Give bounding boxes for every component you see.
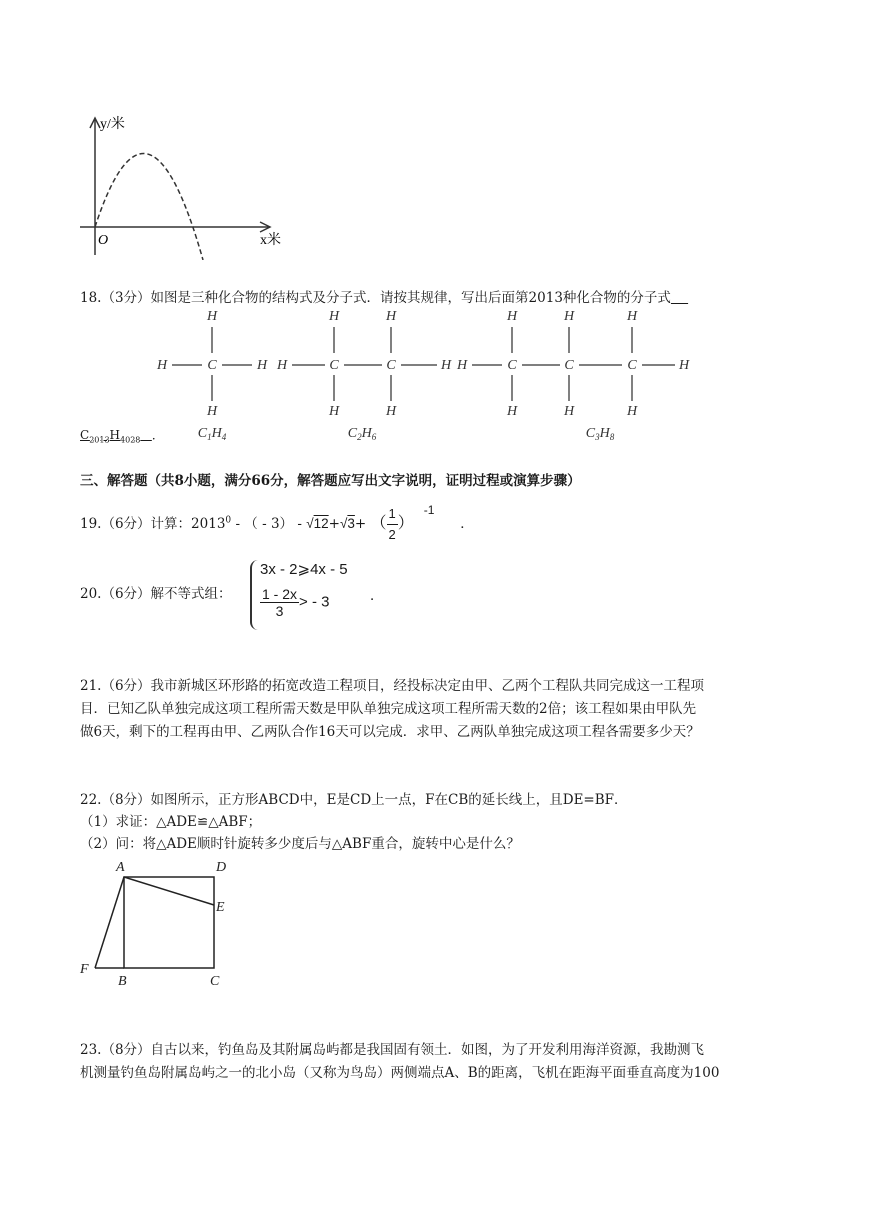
svg-text:H: H	[385, 404, 397, 419]
svg-text:H: H	[156, 358, 168, 373]
q18-answer: $C_{2013}H_{4028}$ ．	[80, 428, 164, 445]
svg-text:C: C	[329, 358, 339, 373]
svg-text:H: H	[563, 404, 575, 419]
formula-c3h8: $C_3H_8$	[585, 426, 615, 442]
q18-text: 18.（3分）如图是三种化合物的结构式及分子式．请按其规律，写出后面第2013种化合物的分子式	[80, 290, 671, 306]
svg-text:H: H	[626, 404, 638, 419]
label-e: E	[216, 900, 225, 915]
q23-line1: 23.（8分）自古以来，钓鱼岛及其附属岛屿都是我国固有领土．如图，为了开发利用海洋资源，我勘测飞	[80, 1042, 705, 1058]
svg-text:H: H	[563, 309, 575, 324]
q19-text: 19.（6分）计算：2013$^0$ - （ - 3） - √12+√3+ （ $\frac{1}{2}$ ）-1 ．	[80, 503, 474, 542]
q22-line2: （1）求证：△ADE≌△ABF；	[80, 814, 262, 830]
svg-text:H: H	[385, 309, 397, 324]
label-c: C	[210, 974, 220, 989]
formula-c2h6: $C_2H_6$	[347, 426, 377, 442]
label-b: B	[118, 974, 127, 989]
section3-heading: 三、解答题（共8小题，满分66分，解答题应写出文字说明，证明过程或演算步骤）	[80, 473, 581, 489]
svg-text:C: C	[207, 358, 217, 373]
svg-text:H: H	[626, 309, 638, 324]
svg-text:H: H	[328, 309, 340, 324]
q21-line3: 做6天，剩下的工程再由甲、乙两队合作16天可以完成．求甲、乙两队单独完成这项工程各需要多少天？	[80, 724, 700, 740]
q21-line2: 目．已知乙队单独完成这项工程所需天数是甲队单独完成这项工程所需天数的2倍；该工程如果由甲队先	[80, 701, 697, 717]
svg-text:H: H	[440, 358, 452, 373]
q20-prefix: 20.（6分）解不等式组：	[80, 586, 232, 602]
q22-line3: （2）问：将△ADE顺时针旋转多少度后与△ABF重合，旋转中心是什么？	[80, 836, 520, 852]
label-d: D	[216, 860, 227, 875]
svg-text:C: C	[627, 358, 637, 373]
label-f: F	[80, 962, 89, 977]
svg-text:H: H	[506, 404, 518, 419]
svg-text:H: H	[456, 358, 468, 373]
svg-text:C: C	[564, 358, 574, 373]
q23-line2: 机测量钓鱼岛附属岛屿之一的北小岛（又称为鸟岛）两侧端点A、B的距离，飞机在距海平面垂直高度为100	[80, 1065, 720, 1081]
parabola-graph	[70, 110, 310, 260]
y-axis-label: y/米	[100, 117, 125, 132]
formula-c1h4: $C_1H_4$	[197, 426, 227, 442]
svg-text:H: H	[276, 358, 288, 373]
svg-text:C: C	[507, 358, 517, 373]
label-a: A	[116, 860, 125, 875]
parabola-curve	[95, 153, 203, 260]
svg-text:H: H	[256, 358, 268, 373]
q22-line1: 22.（8分）如图所示，正方形ABCD中，E是CD上一点，F在CB的延长线上，且DE=BF．	[80, 792, 628, 808]
svg-text:H: H	[506, 309, 518, 324]
origin-label: O	[98, 233, 109, 248]
svg-text:C: C	[386, 358, 396, 373]
svg-text:H: H	[206, 309, 218, 324]
svg-text:H: H	[678, 358, 690, 373]
svg-text:H: H	[206, 404, 218, 419]
q21-line1: 21.（6分）我市新城区环形路的拓宽改造工程项目，经投标决定由甲、乙两个工程队共同完成这一工程项	[80, 678, 705, 694]
square-diagram	[70, 855, 250, 1000]
molecule-diagram	[150, 305, 710, 445]
svg-text:H: H	[328, 404, 340, 419]
x-axis-label: x米	[260, 233, 281, 248]
q20-end: ．	[370, 588, 384, 604]
